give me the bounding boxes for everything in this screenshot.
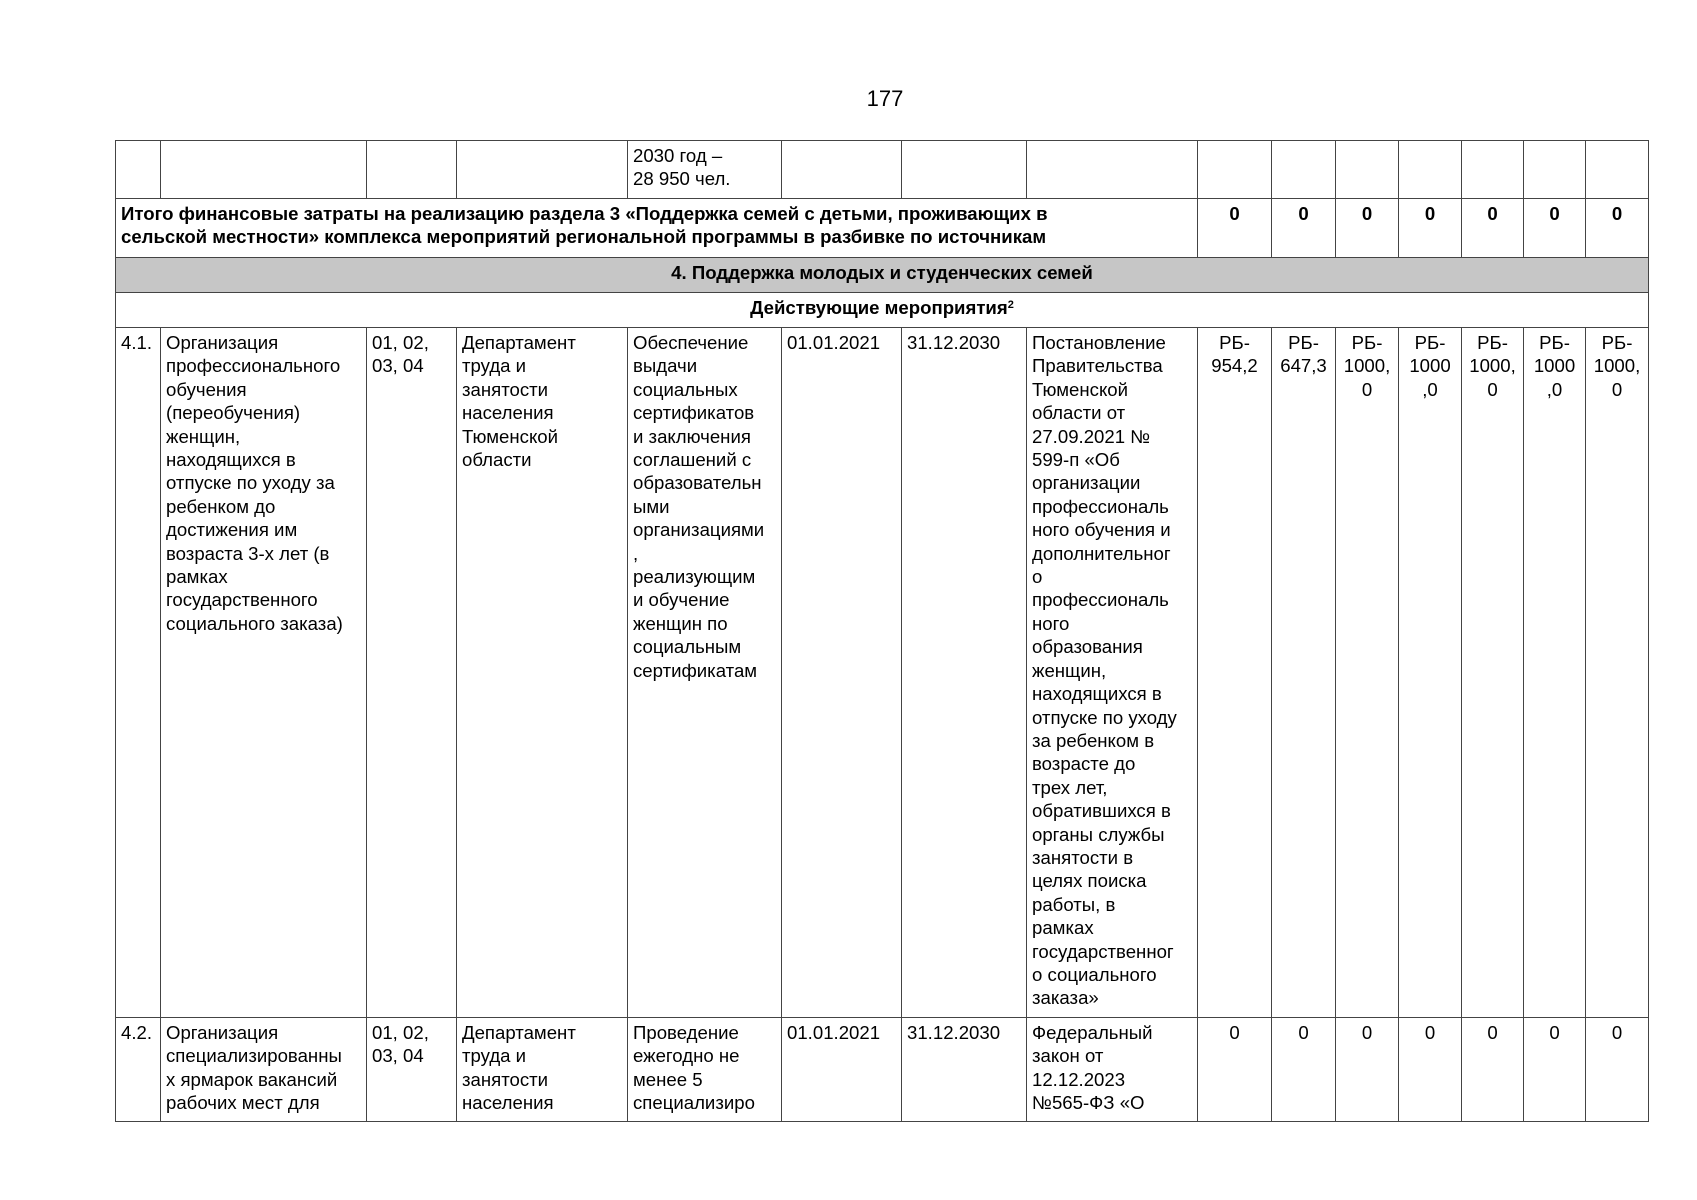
row-number: 4.1. [116,328,161,1018]
table-row [116,1018,1649,1122]
codes: 01, 02, 03, 04 [367,1018,457,1122]
program-table [115,140,1649,1122]
total-label [116,199,1198,258]
measure-name: Организация профессионального обучения (переобучения) женщин, находящихся в отпуске по уходу за ребенком до достижения им возраста 3-х лет (в рамках государственного социального заказа) [161,328,367,1018]
total-value: 0 [1198,199,1272,258]
funding-value: РБ- 1000, 0 [1462,328,1524,1018]
funding-value: РБ- 1000, 0 [1586,328,1649,1018]
funding-value: РБ- 647,3 [1272,328,1336,1018]
funding-value: 0 [1462,1018,1524,1122]
codes: 01, 02, 03, 04 [367,328,457,1018]
legal-basis: Постановление Правительства Тюменской области от 27.09.2021 № 599-п «Об организации профессиональ ного обучения и дополнительног о профессиональ ного образования женщин, находящихся в отпуске по уходу за ребенком в возрасте до трех лет, обратившихся в органы службы занятости в целях поиска работы, в рамках государственног о социального заказа» [1027,328,1198,1018]
target-line: 28 950 чел. [633,168,731,190]
footnote-marker: 2 [1007,299,1014,311]
funding-value: 0 [1586,1018,1649,1122]
page-number: 177 [866,86,904,111]
total-value: 0 [1586,199,1649,258]
target-line: 2030 год – [633,145,723,166]
total-value: 0 [1524,199,1586,258]
total-value: 0 [1272,199,1336,258]
section-header-row [116,258,1649,293]
funding-value: РБ- 954,2 [1198,328,1272,1018]
executor: Департамент труда и занятости населения Тюменской области [457,328,628,1018]
legal-basis: Федеральный закон от 12.12.2023 №565-ФЗ «О [1027,1018,1198,1122]
funding-value: 0 [1198,1018,1272,1122]
total-value: 0 [1462,199,1524,258]
continuation-row [116,141,1649,199]
target-cell [628,141,782,199]
start-date: 01.01.2021 [782,328,902,1018]
funding-value: РБ- 1000 ,0 [1524,328,1586,1018]
funding-value: РБ- 1000, 0 [1336,328,1399,1018]
total-value: 0 [1399,199,1462,258]
end-date: 31.12.2030 [902,328,1027,1018]
total-value: 0 [1336,199,1399,258]
funding-value: 0 [1524,1018,1586,1122]
total-row [116,199,1649,258]
section-header: 4. Поддержка молодых и студенческих семей [116,258,1649,293]
start-date: 01.01.2021 [782,1018,902,1122]
measure-name: Организация специализированны х ярмарок вакансий рабочих мест для [161,1018,367,1122]
funding-value: 0 [1399,1018,1462,1122]
funding-value: 0 [1272,1018,1336,1122]
end-date: 31.12.2030 [902,1018,1027,1122]
expected-result: Обеспечение выдачи социальных сертификатов и заключения соглашений с образовательн ыми организациями , реализующим и обучение женщин по социальным сертификатам [628,328,782,1018]
subsection-header [116,293,1649,328]
executor: Департамент труда и занятости населения [457,1018,628,1122]
expected-result: Проведение ежегодно не менее 5 специализиро [628,1018,782,1122]
subsection-header-row [116,293,1649,328]
funding-value: РБ- 1000 ,0 [1399,328,1462,1018]
table-row [116,328,1649,1018]
total-label-line: Итого финансовые затраты на реализацию раздела 3 «Поддержка семей с детьми, проживающих в [121,203,1048,224]
subsection-title: Действующие мероприятия [750,297,1008,318]
total-label-line: сельской местности» комплекса мероприятий региональной программы в разбивке по источникам [121,226,1047,248]
row-number: 4.2. [116,1018,161,1122]
funding-value: 0 [1336,1018,1399,1122]
